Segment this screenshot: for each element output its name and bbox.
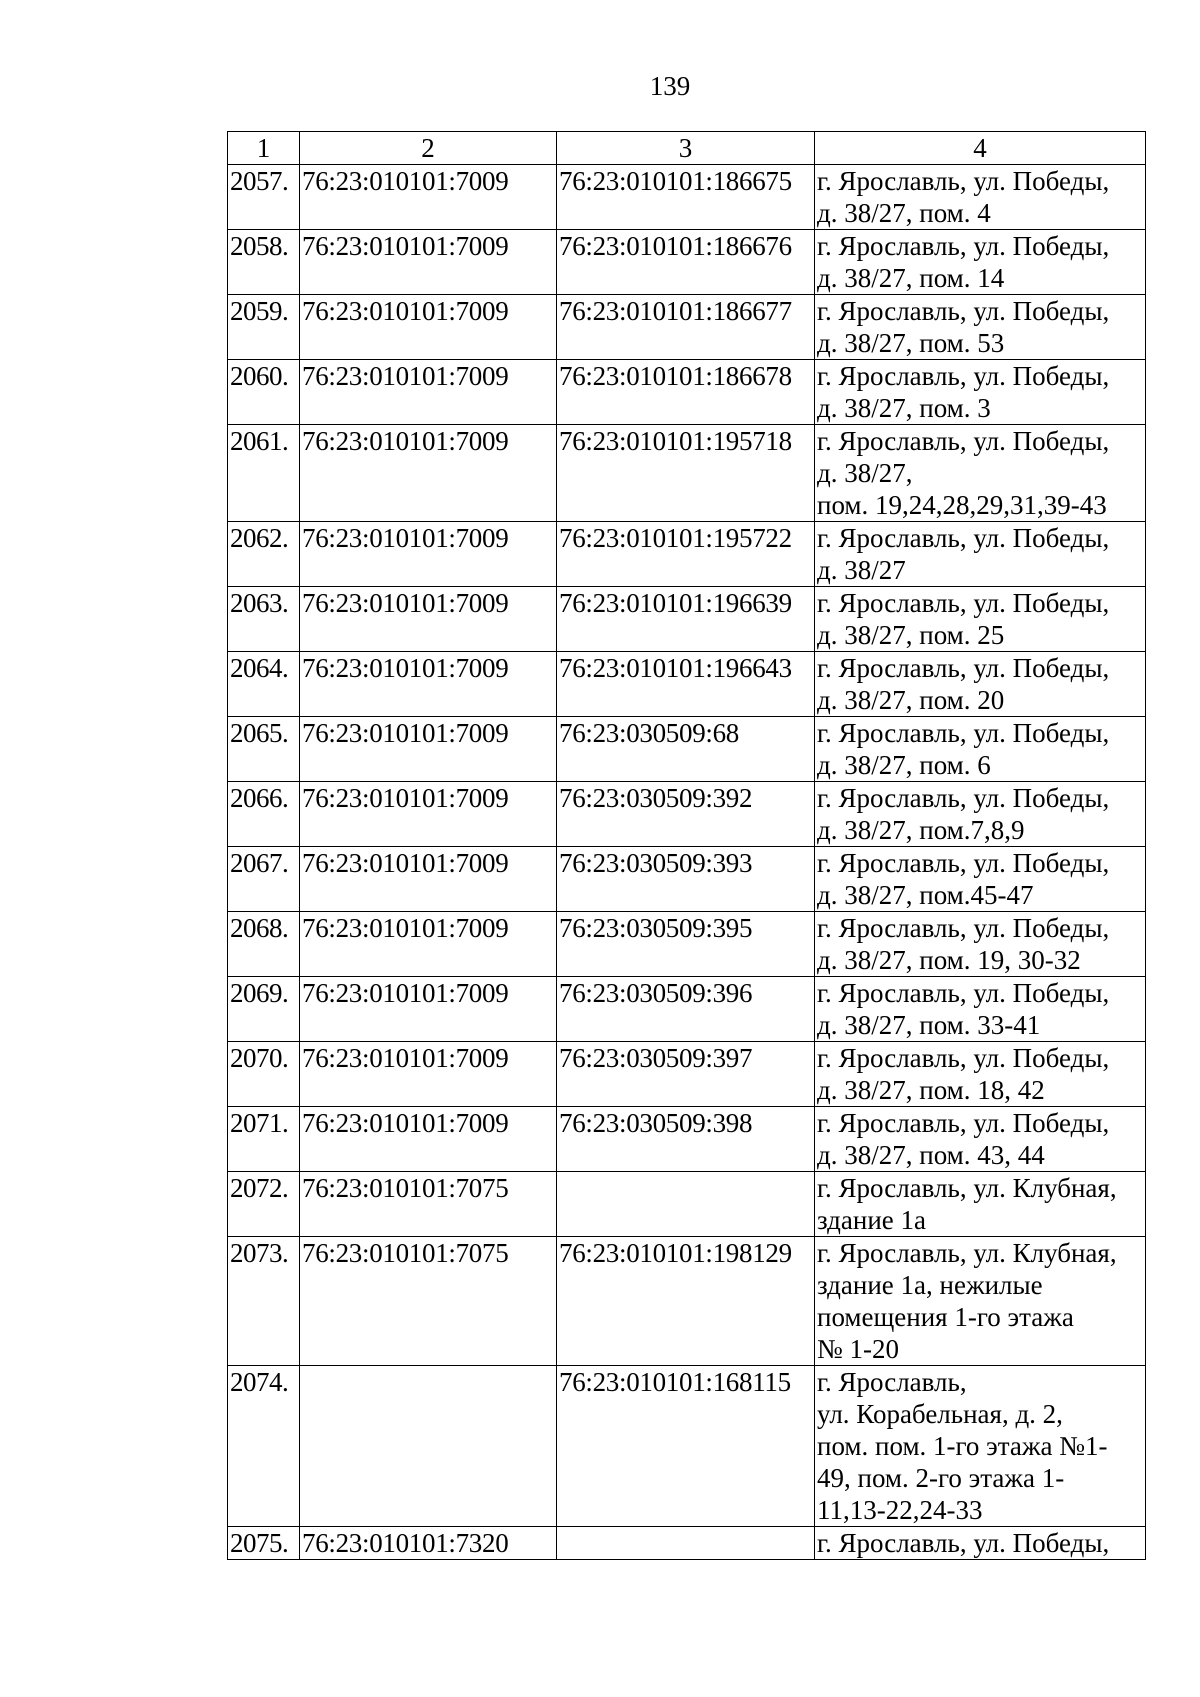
cadastral-number-cell: 76:23:030509:68 (557, 717, 815, 782)
cadastral-number-cell: 76:23:010101:7009 (300, 782, 557, 847)
row-number-cell: 2069. (228, 977, 300, 1042)
cadastral-number-cell: 76:23:010101:7009 (300, 522, 557, 587)
address-cell: г. Ярославль, ул. Победы, д. 38/27, пом.7,8,9 (815, 782, 1146, 847)
table-row (228, 587, 1146, 652)
row-number-cell: 2065. (228, 717, 300, 782)
address-cell: г. Ярославль, ул. Победы, д. 38/27, пом. 6 (815, 717, 1146, 782)
address-cell: г. Ярославль, ул. Победы, д. 38/27 (815, 522, 1146, 587)
table-row (228, 522, 1146, 587)
table-row (228, 782, 1146, 847)
table-row (228, 1527, 1146, 1560)
row-number-cell: 2059. (228, 295, 300, 360)
table-row (228, 165, 1146, 230)
row-number-cell: 2062. (228, 522, 300, 587)
address-cell: г. Ярославль, ул. Победы, д. 38/27, пом. 19, 30-32 (815, 912, 1146, 977)
cadastral-number-cell: 76:23:010101:7009 (300, 360, 557, 425)
row-number-cell: 2061. (228, 425, 300, 522)
cadastral-number-cell: 76:23:010101:198129 (557, 1237, 815, 1366)
address-cell: г. Ярославль, ул. Победы, д. 38/27, пом. 14 (815, 230, 1146, 295)
cadastral-number-cell: 76:23:010101:195718 (557, 425, 815, 522)
cadastral-number-cell: 76:23:010101:7009 (300, 1042, 557, 1107)
table-row (228, 977, 1146, 1042)
address-cell: г. Ярославль, ул. Победы, д. 38/27, пом. 4 (815, 165, 1146, 230)
cadastral-number-cell: 76:23:010101:7009 (300, 977, 557, 1042)
cadastral-number-cell: 76:23:010101:196639 (557, 587, 815, 652)
cadastral-number-cell: 76:23:030509:398 (557, 1107, 815, 1172)
row-number-cell: 2060. (228, 360, 300, 425)
table-row (228, 717, 1146, 782)
row-number-cell: 2068. (228, 912, 300, 977)
address-cell: г. Ярославль, ул. Победы, д. 38/27, пом. 3 (815, 360, 1146, 425)
address-cell: г. Ярославль, ул. Победы, д. 38/27, пом. 25 (815, 587, 1146, 652)
address-cell: г. Ярославль, ул. Победы, д. 38/27, пом. 53 (815, 295, 1146, 360)
row-number-cell: 2063. (228, 587, 300, 652)
address-cell: г. Ярославль, ул. Клубная, здание 1а (815, 1172, 1146, 1237)
table-row (228, 1237, 1146, 1366)
row-number-cell: 2074. (228, 1366, 300, 1527)
cadastral-number-cell: 76:23:030509:392 (557, 782, 815, 847)
table-row (228, 1366, 1146, 1527)
header-col-4: 4 (815, 132, 1146, 165)
header-col-1: 1 (228, 132, 300, 165)
cadastral-number-cell: 76:23:010101:7075 (300, 1172, 557, 1237)
address-cell: г. Ярославль, ул. Победы, (815, 1527, 1146, 1560)
cadastral-number-cell (557, 1527, 815, 1560)
property-registry-table (227, 131, 1146, 1560)
table-row (228, 425, 1146, 522)
cadastral-number-cell (300, 1366, 557, 1527)
row-number-cell: 2071. (228, 1107, 300, 1172)
row-number-cell: 2064. (228, 652, 300, 717)
cadastral-number-cell: 76:23:010101:7075 (300, 1237, 557, 1366)
cadastral-number-cell: 76:23:010101:7009 (300, 425, 557, 522)
page-number: 139 (649, 71, 691, 101)
header-col-3: 3 (557, 132, 815, 165)
address-cell: г. Ярославль, ул. Клубная, здание 1а, нежилые помещения 1-го этажа № 1-20 (815, 1237, 1146, 1366)
table-row (228, 912, 1146, 977)
cadastral-number-cell: 76:23:010101:7009 (300, 230, 557, 295)
address-cell: г. Ярославль, ул. Победы, д. 38/27, пом. 43, 44 (815, 1107, 1146, 1172)
row-number-cell: 2075. (228, 1527, 300, 1560)
row-number-cell: 2072. (228, 1172, 300, 1237)
table-row (228, 1172, 1146, 1237)
cadastral-number-cell: 76:23:030509:393 (557, 847, 815, 912)
address-cell: г. Ярославль, ул. Победы, д. 38/27, пом. 20 (815, 652, 1146, 717)
table-row (228, 847, 1146, 912)
cadastral-number-cell: 76:23:010101:186675 (557, 165, 815, 230)
row-number-cell: 2057. (228, 165, 300, 230)
table-row (228, 230, 1146, 295)
cadastral-number-cell: 76:23:010101:7009 (300, 652, 557, 717)
cadastral-number-cell: 76:23:010101:186677 (557, 295, 815, 360)
table-row (228, 360, 1146, 425)
cadastral-number-cell: 76:23:010101:7009 (300, 717, 557, 782)
cadastral-number-cell: 76:23:010101:7009 (300, 587, 557, 652)
table-header-row (228, 132, 1146, 165)
cadastral-number-cell: 76:23:010101:7009 (300, 912, 557, 977)
cadastral-number-cell: 76:23:030509:395 (557, 912, 815, 977)
row-number-cell: 2073. (228, 1237, 300, 1366)
cadastral-number-cell: 76:23:010101:196643 (557, 652, 815, 717)
header-col-2: 2 (300, 132, 557, 165)
address-cell: г. Ярославль, ул. Победы, д. 38/27, пом. 33-41 (815, 977, 1146, 1042)
cadastral-number-cell: 76:23:010101:7009 (300, 1107, 557, 1172)
cadastral-number-cell: 76:23:010101:186676 (557, 230, 815, 295)
cadastral-number-cell: 76:23:010101:7009 (300, 295, 557, 360)
cadastral-number-cell: 76:23:010101:195722 (557, 522, 815, 587)
cadastral-number-cell: 76:23:010101:168115 (557, 1366, 815, 1527)
table-row (228, 1042, 1146, 1107)
row-number-cell: 2066. (228, 782, 300, 847)
row-number-cell: 2058. (228, 230, 300, 295)
cadastral-number-cell: 76:23:010101:7009 (300, 847, 557, 912)
cadastral-number-cell: 76:23:030509:396 (557, 977, 815, 1042)
cadastral-number-cell: 76:23:010101:7320 (300, 1527, 557, 1560)
row-number-cell: 2067. (228, 847, 300, 912)
address-cell: г. Ярославль, ул. Победы, д. 38/27, пом. 18, 42 (815, 1042, 1146, 1107)
cadastral-number-cell: 76:23:010101:186678 (557, 360, 815, 425)
address-cell: г. Ярославль, ул. Победы, д. 38/27, пом. 19,24,28,29,31,39-43 (815, 425, 1146, 522)
address-cell: г. Ярославль, ул. Победы, д. 38/27, пом.45-47 (815, 847, 1146, 912)
row-number-cell: 2070. (228, 1042, 300, 1107)
table-row (228, 295, 1146, 360)
address-cell: г. Ярославль, ул. Корабельная, д. 2, пом. пом. 1-го этажа №1- 49, пом. 2-го этажа 1- 11,13-22,24-33 (815, 1366, 1146, 1527)
cadastral-number-cell: 76:23:010101:7009 (300, 165, 557, 230)
cadastral-number-cell (557, 1172, 815, 1237)
cadastral-number-cell: 76:23:030509:397 (557, 1042, 815, 1107)
table-row (228, 652, 1146, 717)
table-row (228, 1107, 1146, 1172)
